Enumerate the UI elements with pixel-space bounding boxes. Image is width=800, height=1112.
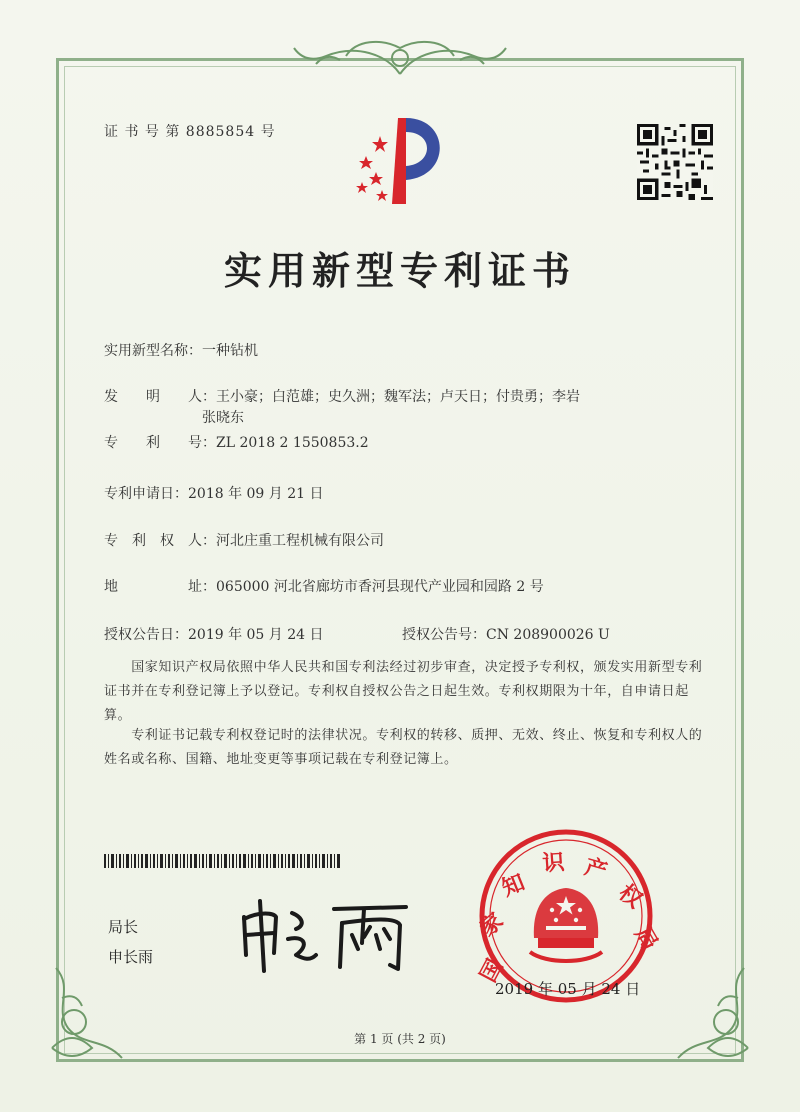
bottom-left-ornament-icon [44, 958, 134, 1068]
field-patentee [104, 530, 384, 550]
director-name: 申长雨 [108, 948, 154, 966]
seal-date: 2019 年 05 月 24 日 [495, 980, 641, 998]
field-grant-date [104, 624, 324, 644]
field-inventor-continued [202, 407, 244, 427]
field-value: 2019 年 05 月 24 日 [188, 627, 324, 643]
svg-text:知: 知 [498, 870, 529, 902]
page-number: 第 1 页 (共 2 页) [354, 1032, 446, 1046]
director-title: 局长 [108, 918, 139, 936]
certificate-number: 证 书 号 第 8885854 号 [104, 124, 276, 140]
field-label: 专 利 权 人： [104, 533, 216, 549]
field-label: 发 明 人： [104, 389, 216, 405]
field-inventor [104, 386, 580, 406]
svg-text:国: 国 [476, 955, 509, 987]
field-grant-number [402, 624, 610, 644]
field-label: 地 址： [104, 579, 216, 595]
field-value: 一种钻机 [202, 343, 258, 359]
svg-text:识: 识 [541, 850, 566, 877]
field-label: 专 利 号： [104, 435, 216, 451]
field-label: 专利申请日： [104, 486, 188, 502]
field-value: 王小豪；白范雄；史久洲；魏军法；卢天日；付贵勇；李岩 [216, 389, 580, 405]
svg-text:权: 权 [613, 880, 647, 914]
field-value: CN 208900026 U [486, 627, 610, 643]
barcode [104, 854, 340, 868]
grant-statement-paragraph: 国家知识产权局依照中华人民共和国专利法经过初步审查，决定授予专利权，颁发实用新型专利证书并在专利登记簿上予以登记。专利权自授权公告之日起生效。专利权期限为十年，自申请日起算。 [104, 660, 703, 723]
field-label: 授权公告日： [104, 627, 188, 643]
field-value: 河北庄重工程机械有限公司 [216, 533, 384, 549]
field-value: 065000 河北省廊坊市香河县现代产业园和园路 2 号 [216, 579, 544, 595]
field-address [104, 576, 544, 596]
field-value: 2018 年 09 月 21 日 [188, 486, 324, 502]
svg-text:局: 局 [629, 922, 662, 955]
field-value: 张晓东 [202, 410, 244, 426]
field-filing-date [104, 483, 324, 503]
certificate-title: 实用新型专利证书 [223, 248, 576, 293]
svg-text:产: 产 [581, 854, 610, 885]
svg-text:家: 家 [475, 908, 509, 942]
field-label: 实用新型名称： [104, 343, 202, 359]
field-utility-model-name [104, 340, 258, 360]
field-value: ZL 2018 2 1550853.2 [216, 435, 369, 451]
bottom-right-ornament-icon [666, 958, 756, 1068]
top-ornament-icon [286, 34, 514, 80]
patent-office-emblem-icon [340, 114, 460, 210]
director-signature [230, 895, 420, 975]
field-label: 授权公告号： [402, 627, 486, 643]
field-patent-number [104, 432, 369, 452]
qr-code [637, 124, 713, 200]
legal-status-paragraph: 专利证书记载专利权登记时的法律状况。专利权的转移、质押、无效、终止、恢复和专利权人的姓名或名称、国籍、地址变更等事项记载在专利登记簿上。 [104, 728, 703, 767]
